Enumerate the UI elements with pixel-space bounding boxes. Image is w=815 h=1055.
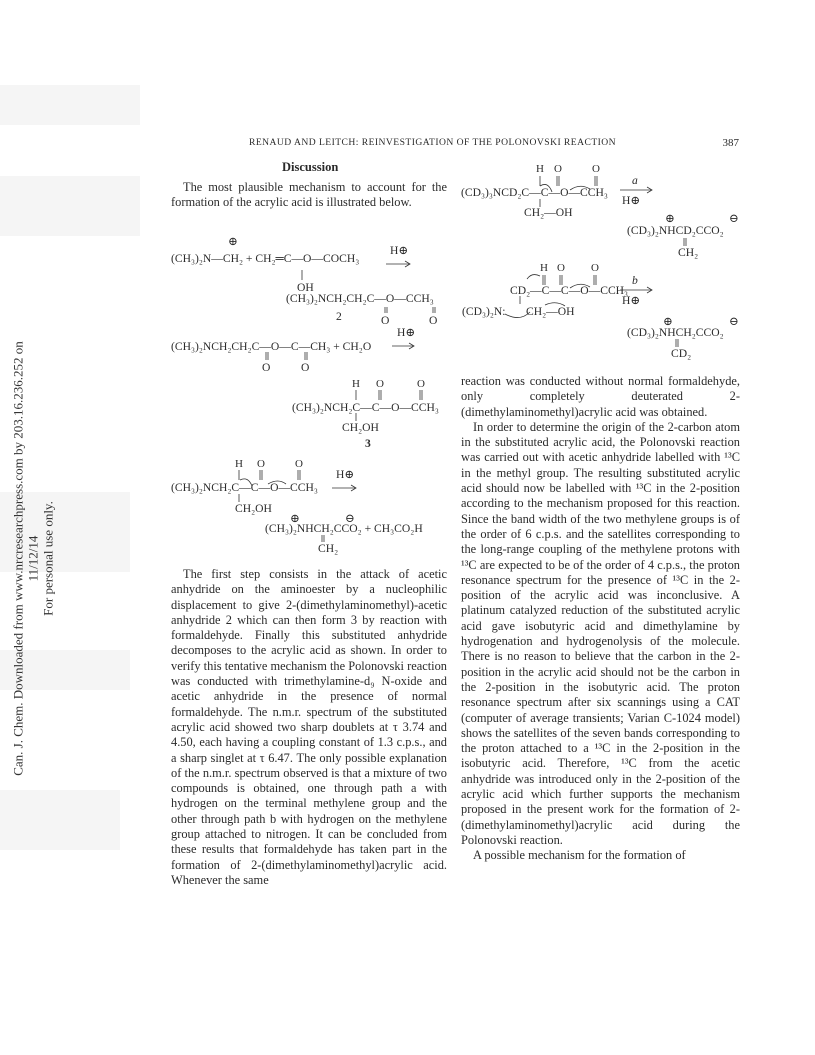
schemeA-o1: O: [554, 163, 562, 175]
schemeB-formula: —C—C—O—CCH₃: [530, 284, 629, 297]
schemeA-h: H: [536, 163, 544, 175]
schemeB-product: (CD₃)₂NHCH₂CCO₂: [627, 326, 724, 339]
eq5-o2: O: [295, 458, 303, 470]
schemeB-product-sub: CD₂: [671, 347, 692, 360]
eq2-o2: O: [429, 314, 438, 327]
right-paragraph-3: A possible mechanism for the formation of: [473, 848, 686, 863]
page-number: 387: [722, 137, 739, 149]
schemeB-product-charge-right: ⊖: [729, 315, 739, 328]
eq1-catalyst: H⊕: [390, 244, 409, 257]
schemeA-product-charge-left: ⊕: [665, 212, 675, 225]
schemeA-product: (CD₃)₂NHCD₂CCO₂: [627, 224, 724, 237]
schemeA-path: a: [632, 174, 638, 187]
eq6-charge-right: ⊖: [345, 512, 355, 525]
eq3-catalyst: H⊕: [397, 326, 416, 339]
schemeB-h: H: [540, 262, 548, 274]
schemeB-catalyst: H⊕: [622, 294, 641, 307]
right-paragraph-1: reaction was conducted without normal formaldehyde, only completely deuterated 2-(dimethylaminomethyl)acrylic acid was obtained.: [461, 374, 740, 419]
download-notice-line1: Can. J. Chem. Downloaded from www.nrcresearchpress.com by 203.16.236.252 on 11/12/14: [10, 341, 41, 776]
eq3-o2: O: [301, 361, 310, 374]
schemeA-ch2oh: CH₂—OH: [524, 206, 573, 219]
schemeB-amine: (CD₃)₂N:: [462, 305, 506, 318]
schemeB-cd2: CD₂: [510, 284, 531, 297]
eq5-catalyst: H⊕: [336, 468, 355, 481]
schemeB-ch2oh: CH₂—OH: [526, 305, 575, 318]
right-paragraph-2: In order to determine the origin of the 2-carbon atom in the substituted acrylic acid, the Polonovski reaction was carried out with acetic anhydride labelled with ¹³C in the methyl group. The resulting substituted acrylic acid should now be labelled with ¹³C in the 2-position according to the mechanism proposed for this reaction. Since the band width of the two methylene groups is of the order of 6 c.p.s. and the satellites corresponding to the long-range coupling of the methylene protons with ¹³C are expected to be of the order of 4 c.p.s., the proton resonance spectrum for the presence of ¹³C in the 2-position of the acrylic acid was inconclusive. A platinum catalyzed reduction of the substituted acrylic acid gave isobutyric acid and dimethylamine by hydrogenation and hydrogenolysis of the molecule. There is no reason to believe that the carbon in the 2-position in the acrylic acid should not be the carbon in the 2-position in the isobutyric acid. The proton resonance spectrum after six scannings using a CAT (computer of average transients; Varian C-1024 model) shows the satellites of the seven bands corresponding to the proton attached to a ¹³C in the 2-position in the isobutyric acid. Therefore, ¹³C from the acetic anhydride was introduced only in the 2-position of the acrylic acid which further supports the mechanism proposed in the present work for the formation of 2-(dimethylaminomethyl)acrylic acid during the Polonovski reaction.: [461, 419, 740, 847]
eq2-number: 2: [336, 310, 342, 323]
schemeB-o2: O: [591, 262, 599, 274]
running-title: RENAUD AND LEITCH: REINVESTIGATION OF THE POLONOVSKI REACTION: [249, 137, 617, 148]
intro-text: The most plausible mechanism to account for the formation of the acrylic acid is illustrated below.: [171, 180, 447, 210]
eq2-o1: O: [381, 314, 390, 327]
eq1-charge: ⊕: [228, 235, 238, 248]
eq4-h: H: [352, 378, 360, 390]
eq6-charge-left: ⊕: [290, 512, 300, 525]
eq4-o1: O: [376, 378, 384, 390]
eq6-ch2: CH₂: [318, 542, 339, 555]
schemeA-catalyst: H⊕: [622, 194, 641, 207]
eq1-formula: (CH₃)₂N—CH₂ + CH₂═C—O—COCH₃: [171, 252, 360, 265]
schemeA-product-sub: CH₂: [678, 246, 699, 259]
eq2-formula: (CH₃)₂NCH₂CH₂C—O—CCH₃: [286, 292, 434, 305]
eq5-ch2oh: CH₂OH: [235, 502, 272, 515]
eq5-o1: O: [257, 458, 265, 470]
eq5-formula: (CH₃)₂NCH₂C—C—O—CCH₃: [171, 481, 318, 494]
right-body: [461, 374, 740, 864]
eq6-formula: (CH₃)₂NHCH₂CCO₂ + CH₃CO₂H: [265, 522, 423, 535]
eq4-ch2oh: CH₂OH: [342, 421, 379, 434]
eq3-formula: (CH₃)₂NCH₂CH₂C—O—C—CH₃ + CH₂O: [171, 340, 372, 353]
schemeB-o1: O: [557, 262, 565, 274]
eq4-o2: O: [417, 378, 425, 390]
download-notice-line2: For personal use only.: [40, 501, 56, 616]
schemeA-product-charge-right: ⊖: [729, 212, 739, 225]
left-paragraph: The first step consists in the attack of acetic anhydride on the aminoester by a nucleophilic displacement to give 2-(dimethylaminomethyl)-acetic anhydride 2 which can then form 3 by reaction with formaldehyde. Finally this substituted anhydride decomposes to the acrylic acid as shown. In order to verify this tentative mechanism the Polonovski reaction was conducted with trimethylamine-d₉ N-oxide and acetic anhydride in the presence of normal formaldehyde. The n.m.r. spectrum of the substituted acrylic acid showed two sharp doublets at τ 3.74 and 4.50, each having a coupling constant of 1.3 c.p.s., and a sharp singlet at τ 6.47. The only possible explanation of the n.m.r. spectrum observed is that a mixture of two compounds is obtained, one through path a with hydrogen on the terminal methylene group and the other through path b with hydrogen on the methylene group attached to nitrogen. It can be concluded from these results that formaldehyde has taken part in the formation of 2-(dimethylaminomethyl)acrylic acid. Whenever the same: [171, 567, 447, 887]
schemeB-path: b: [632, 274, 638, 287]
eq5-h: H: [235, 458, 243, 470]
eq1-oh: OH: [297, 281, 314, 294]
eq3-o1: O: [262, 361, 271, 374]
eq4-number: 3: [365, 437, 371, 450]
schemeA-formula: (CD₃)₃NCD₂C—C—O—CCH₃: [461, 186, 608, 199]
schemeB-product-charge-left: ⊕: [663, 315, 673, 328]
section-heading: Discussion: [282, 160, 339, 174]
eq4-formula: (CH₃)₂NCH₂C—C—O—CCH₃: [292, 401, 439, 414]
schemeA-o2: O: [592, 163, 600, 175]
left-body: [171, 567, 447, 888]
